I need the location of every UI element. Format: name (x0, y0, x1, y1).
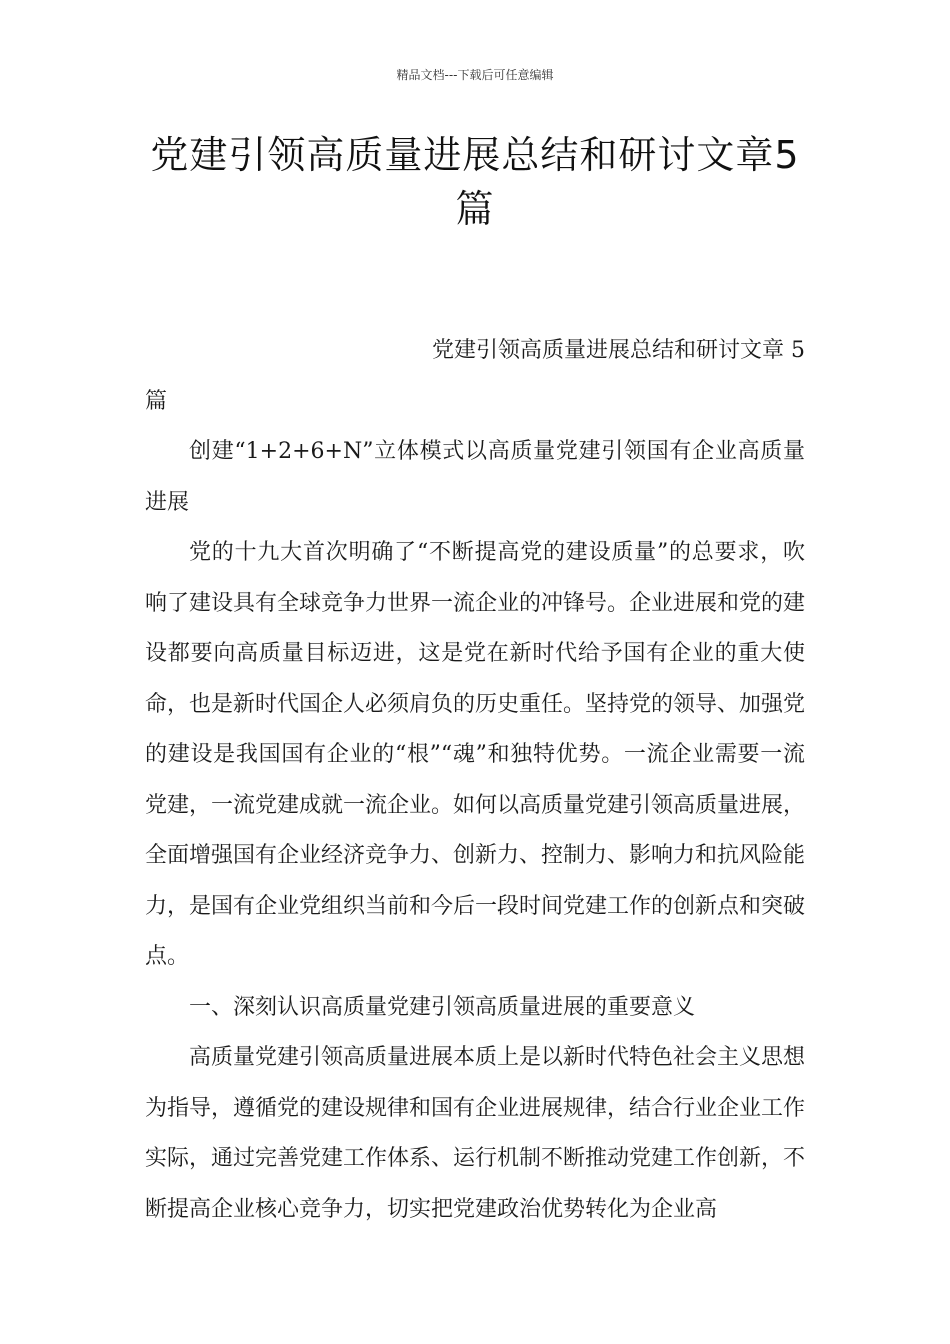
paragraph-section-1: 高质量党建引领高质量进展本质上是以新时代特色社会主义思想为指导，遵循党的建设规律和国有企业进展规律，结合行业企业工作实际，通过完善党建工作体系、运行机制不断推动党建工作创新，不断提高企业核心竞争力，切实把党建政治优势转化为企业高 (145, 1045, 806, 1222)
subtitle-line-1: 党建引领高质量进展总结和研讨文章 5 (432, 338, 805, 363)
paragraph-heading: 创建“1+2+6+N”立体模式以高质量党建引领国有企业高质量进展 (145, 439, 805, 515)
document-title-line-1: 党建引领高质量进展总结和研讨文章5 (150, 133, 800, 177)
page-header: 精品文档---下载后可任意编辑 (396, 68, 554, 82)
document-title-line-2: 篇 (455, 187, 495, 231)
subtitle-line-2: 篇 (145, 388, 168, 414)
document-body (145, 326, 805, 1235)
document-title (130, 128, 820, 236)
section-heading-1: 一、深刻认识高质量党建引领高质量进展的重要意义 (189, 994, 696, 1020)
paragraph-intro: 党的十九大首次明确了“不断提高党的建设质量”的总要求，吹响了建设具有全球竞争力世界一流企业的冲锋号。企业进展和党的建设都要向高质量目标迈进，这是党在新时代给予国有企业的重大使命，也是新时代国企人必须肩负的历史重任。坚持党的领导、加强党的建设是我国国有企业的“根”“魂”和独特优势。一流企业需要一流党建，一流党建成就一流企业。如何以高质量党建引领高质量进展，全面增强国有企业经济竞争力、创新力、控制力、影响力和抗风险能力，是国有企业党组织当前和今后一段时间党建工作的创新点和突破点。 (145, 540, 806, 969)
